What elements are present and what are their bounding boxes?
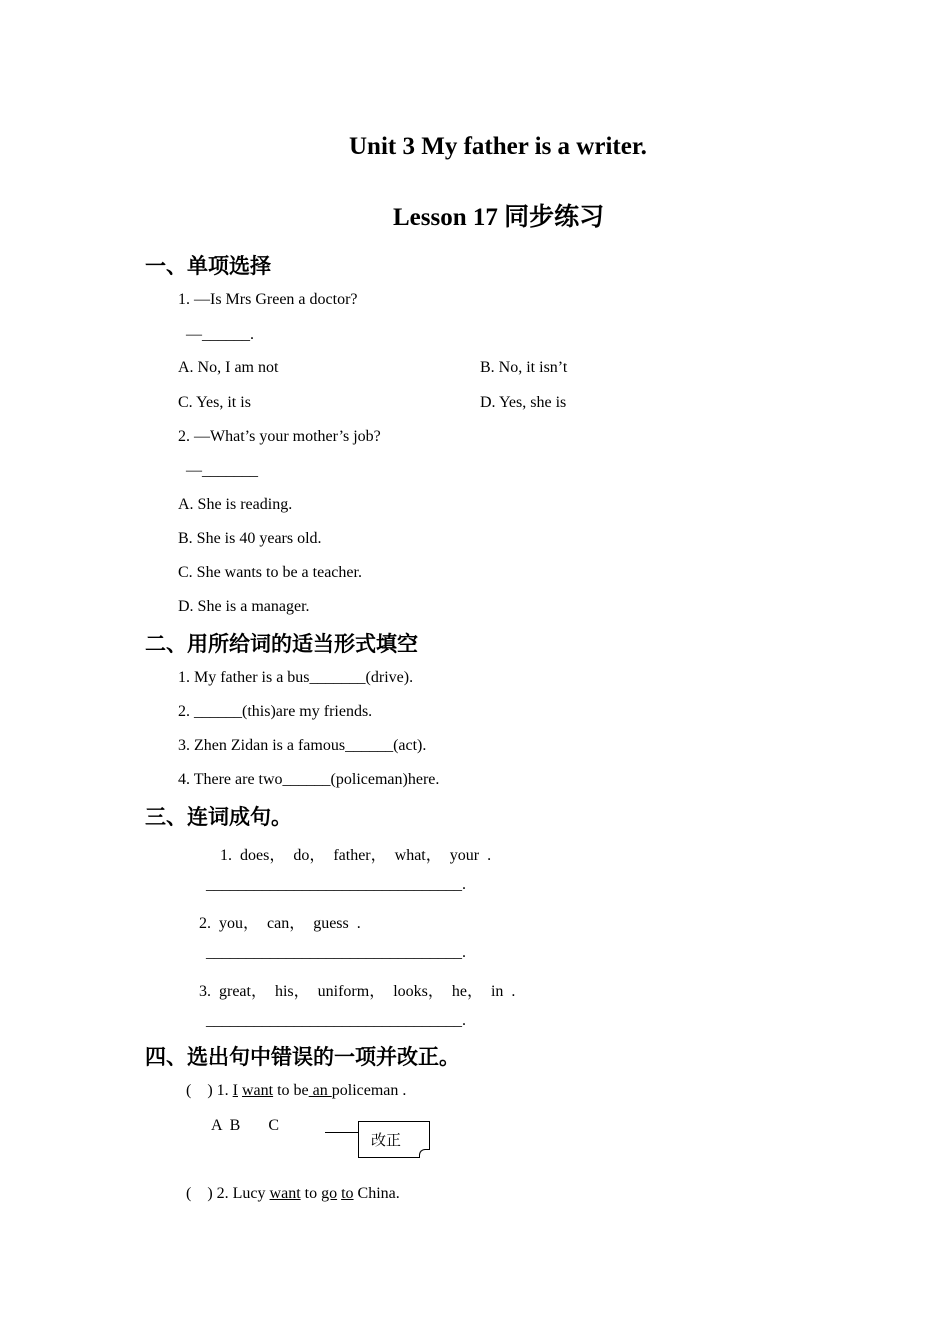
fill-item: 3. Zhen Zidan is a famous______(act). xyxy=(178,737,427,754)
option-c: C. Yes, it is xyxy=(178,394,251,411)
fill-item: 1. My father is a bus_______(drive). xyxy=(178,669,414,686)
fill-item: 2. ______(this)are my friends. xyxy=(178,703,373,720)
error-question-1 xyxy=(186,1082,406,1100)
section-heading-error-correction: 四、选出句中错误的一项并改正。 xyxy=(145,1045,460,1069)
option-c: C. She wants to be a teacher. xyxy=(178,564,362,581)
option-d: D. She is a manager. xyxy=(178,598,310,615)
underlined-option-b: go xyxy=(321,1185,338,1202)
text: policeman . xyxy=(331,1082,407,1099)
text: to be xyxy=(273,1082,309,1099)
option-b: B. She is 40 years old. xyxy=(178,530,322,547)
answer-blank: —______. xyxy=(186,326,254,343)
correction-box-label: 改正 xyxy=(371,1131,402,1149)
option-a: A. No, I am not xyxy=(178,359,279,376)
option-a: A. She is reading. xyxy=(178,496,293,513)
underlined-option-c: an xyxy=(308,1082,332,1099)
option-d: D. Yes, she is xyxy=(480,394,567,411)
underlined-option-c: to xyxy=(341,1185,354,1202)
underlined-option-b: want xyxy=(241,1082,274,1099)
underlined-option-a: I xyxy=(232,1082,238,1099)
option-letters: A B C xyxy=(211,1117,280,1134)
word-order-item: 2. you， can， guess . xyxy=(199,915,361,932)
answer-line: ________________________________. xyxy=(206,1012,466,1029)
section-heading-single-choice: 一、单项选择 xyxy=(145,254,271,278)
page-curl-decoration xyxy=(419,1149,430,1158)
question-stem: 2. —What’s your mother’s job? xyxy=(178,428,381,445)
text: China. xyxy=(353,1185,400,1202)
page-title: Unit 3 My father is a writer. xyxy=(349,133,647,160)
underlined-option-a: want xyxy=(269,1185,301,1202)
section-heading-word-order: 三、连词成句。 xyxy=(145,805,292,829)
answer-blank: —_______ xyxy=(186,462,258,479)
page-subtitle: Lesson 17 同步练习 xyxy=(393,204,605,231)
answer-paren: ( ) 2. Lucy xyxy=(186,1185,270,1202)
section-heading-fill-in: 二、用所给词的适当形式填空 xyxy=(145,632,418,656)
text: to xyxy=(300,1185,322,1202)
correction-leader-line xyxy=(325,1132,359,1133)
word-order-item: 1. does， do， father， what， your . xyxy=(220,847,492,864)
option-b: B. No, it isn’t xyxy=(480,359,568,376)
question-stem: 1. —Is Mrs Green a doctor? xyxy=(178,291,358,308)
fill-item: 4. There are two______(policeman)here. xyxy=(178,771,440,788)
word-order-item: 3. great， his， uniform， looks， he， in . xyxy=(199,983,516,1000)
answer-paren: ( ) 1. xyxy=(186,1082,229,1099)
answer-line: ________________________________. xyxy=(206,876,466,893)
correction-box[interactable] xyxy=(358,1121,430,1158)
answer-line: ________________________________. xyxy=(206,944,466,961)
error-question-2 xyxy=(186,1185,400,1203)
